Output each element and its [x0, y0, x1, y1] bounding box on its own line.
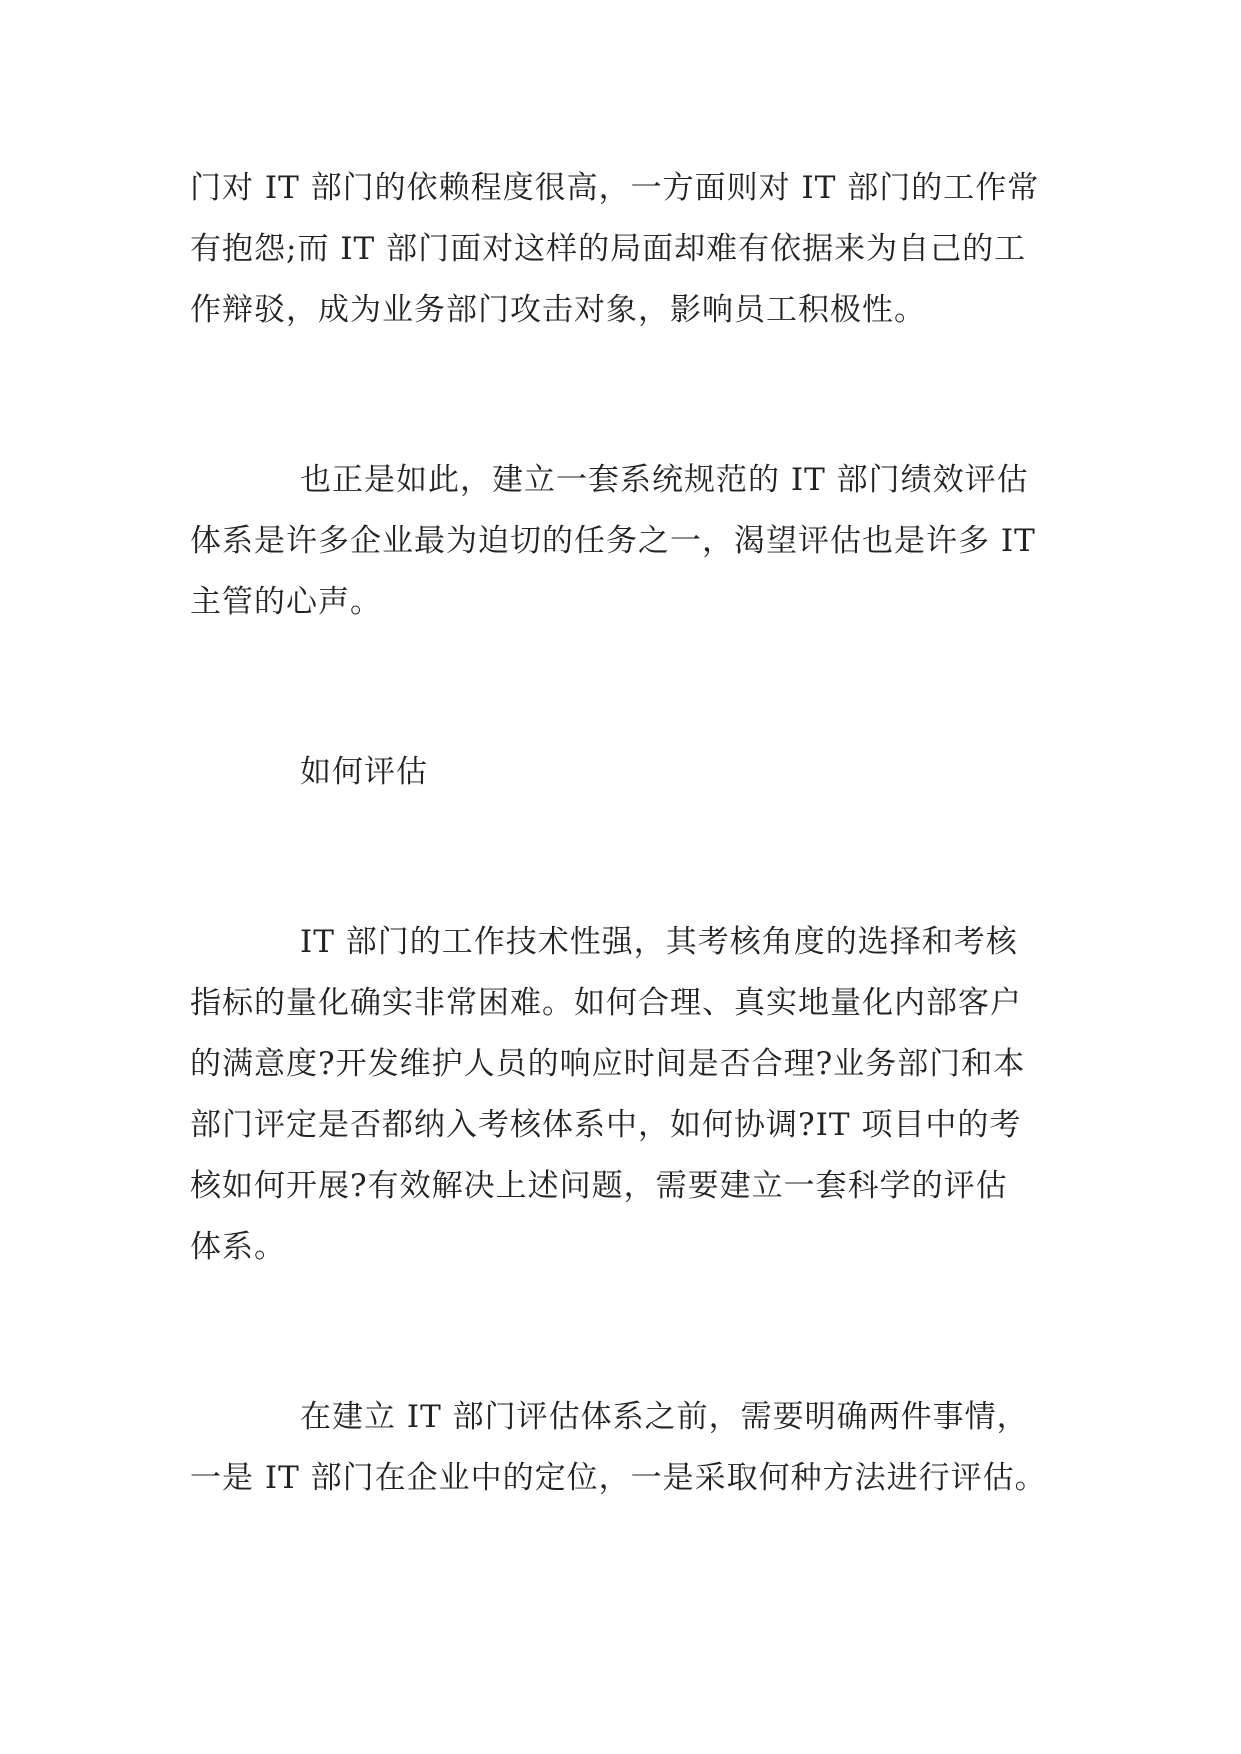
paragraph-2-line-3: 主管的心声。	[190, 584, 382, 620]
paragraph-2-line-1: 也正是如此，建立一套系统规范的 IT 部门绩效评估	[300, 462, 1029, 498]
paragraph-3-line-4: 部门评定是否都纳入考核体系中，如何协调?IT 项目中的考	[190, 1107, 1022, 1143]
paragraph-3-line-2: 指标的量化确实非常困难。如何合理、真实地量化内部客户	[190, 985, 1022, 1021]
paragraph-3-line-5: 核如何开展?有效解决上述问题，需要建立一套科学的评估	[190, 1168, 1008, 1204]
paragraph-1-line-1: 门对 IT 部门的依赖程度很高，一方面则对 IT 部门的工作常	[190, 170, 1040, 206]
section-heading: 如何评估	[300, 754, 428, 790]
paragraph-1-line-3: 作辩驳，成为业务部门攻击对象，影响员工积极性。	[190, 292, 926, 328]
paragraph-3-line-1: IT 部门的工作技术性强，其考核角度的选择和考核	[300, 924, 1018, 960]
paragraph-3-line-3: 的满意度?开发维护人员的响应时间是否合理?业务部门和本	[190, 1046, 1026, 1082]
paragraph-4-line-1: 在建立 IT 部门评估体系之前，需要明确两件事情，	[300, 1399, 1029, 1435]
paragraph-3-line-6: 体系。	[190, 1229, 286, 1265]
paragraph-4-line-2: 一是 IT 部门在企业中的定位，一是采取何种方法进行评估。	[190, 1460, 1047, 1496]
paragraph-2-line-2: 体系是许多企业最为迫切的任务之一，渴望评估也是许多 IT	[190, 523, 1036, 559]
paragraph-1-line-2: 有抱怨;而 IT 部门面对这样的局面却难有依据来为自己的工	[190, 231, 1027, 267]
